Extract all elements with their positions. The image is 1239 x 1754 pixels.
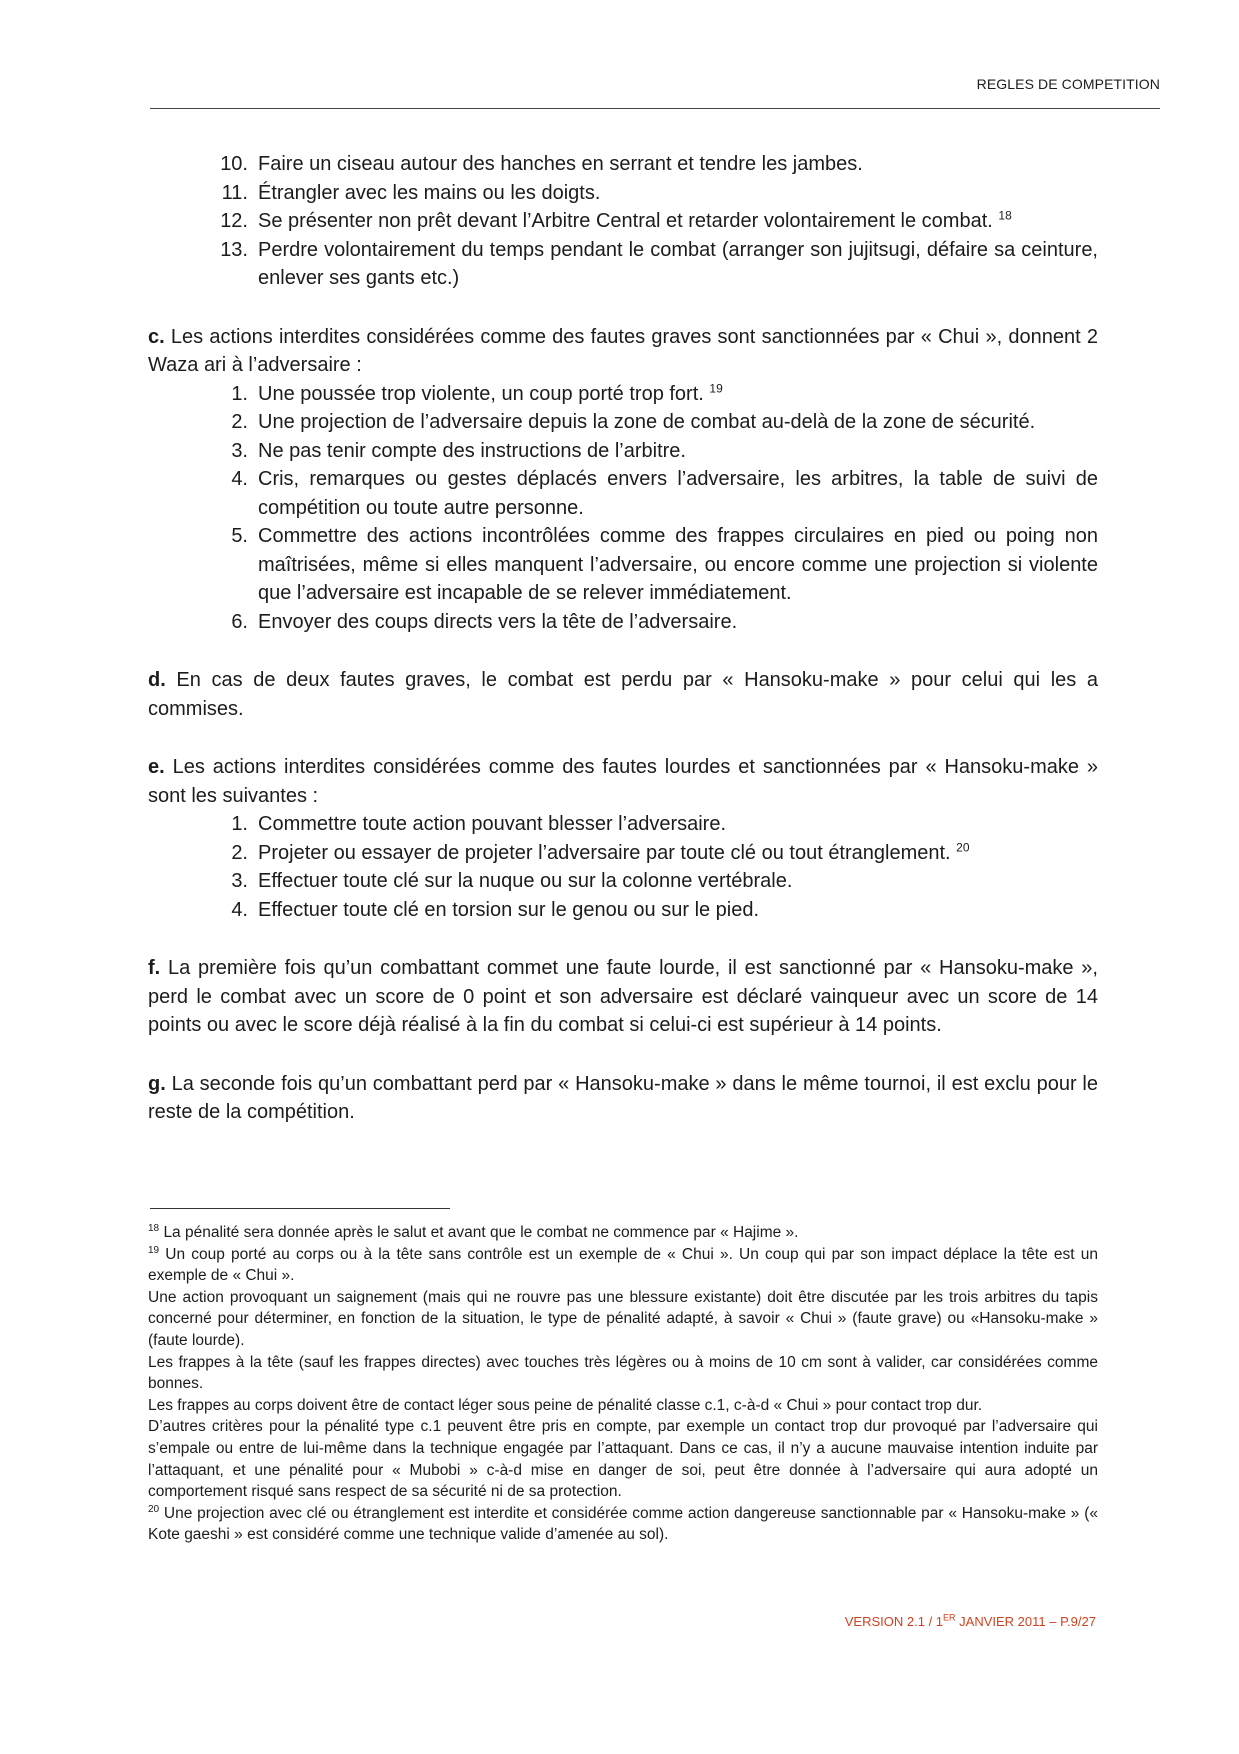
list-text-body: Étrangler avec les mains ou les doigts.: [258, 181, 601, 204]
list-number: 1.: [231, 382, 248, 405]
list-text-body: Envoyer des coups directs vers la tête de l’adversaire.: [258, 610, 738, 633]
footnote-text: Un coup porté au corps ou à la tête sans contrôle est un exemple de « Chui ». Un coup qui par son impact déplace la tête est un exemple de « Chui ».: [148, 1245, 1098, 1285]
footnote: [148, 1416, 1098, 1502]
list-item: [148, 465, 1098, 522]
list-text-body: Commettre toute action pouvant blesser l’adversaire.: [258, 813, 727, 835]
list-text: [258, 867, 1098, 896]
list-number: 2.: [231, 841, 248, 864]
list-text: [258, 839, 1098, 868]
list-text: [258, 408, 1098, 437]
list-text: [258, 608, 1098, 637]
list-text: [258, 810, 1098, 839]
footnote: [148, 1503, 1098, 1546]
footnote-text: Une projection avec clé ou étranglement est interdite et considérée comme action dangereuse sanctionnable par « Hansoku-make » (« Kote gaeshi » est considéré comme une technique valide d’amenée au sol).: [148, 1504, 1098, 1544]
footnote-text: Les frappes au corps doivent être de contact léger sous peine de pénalité classe c.1, c-à-d « Chui » pour contact trop dur.: [148, 1396, 983, 1414]
section-label: f.: [148, 957, 161, 979]
list-serious-faults: [148, 380, 1098, 637]
footnote-ref: 18: [998, 208, 1012, 223]
list-text: [258, 150, 1098, 179]
page-footer: [750, 1614, 1096, 1629]
list-number: 13.: [220, 238, 248, 261]
list-item: [148, 608, 1098, 637]
list-item: [148, 236, 1098, 293]
list-number: 1.: [231, 813, 248, 835]
document-body: [148, 150, 1098, 1127]
list-number: 2.: [231, 411, 248, 433]
list-text-body: Se présenter non prêt devant l’Arbitre Central et retarder volontairement le combat.: [258, 210, 993, 232]
list-item: [148, 839, 1098, 868]
list-text-body: Commettre des actions incontrôlées comme des frappes circulaires en pied ou poing non maîtrisées, même si elles manquent l’adversaire, ou encore comme une projection si violente que l’adversaire est incapable de se relever immédiatement.: [258, 525, 1098, 604]
list-item: [148, 380, 1098, 409]
list-item: [148, 437, 1098, 466]
list-number: 4.: [231, 898, 248, 921]
list-text-body: Projeter ou essayer de projeter l’adversaire par toute clé ou tout étranglement.: [258, 841, 951, 864]
section-text: Les actions interdites considérées comme des fautes graves sont sanctionnées par « Chui », donnent 2 Waza ari à l’adversaire :: [148, 325, 1098, 376]
footnote-text: Les frappes à la tête (sauf les frappes directes) avec touches très légères ou à moins de 10 cm sont à valider, car considérées comme bonnes.: [148, 1353, 1098, 1393]
list-item: [148, 810, 1098, 839]
list-text-body: Cris, remarques ou gestes déplacés envers l’adversaire, les arbitres, la table de suivi de compétition ou toute autre personne.: [258, 468, 1098, 519]
footnotes: [148, 1222, 1098, 1546]
list-text: [258, 465, 1098, 522]
section-text: Les actions interdites considérées comme des fautes lourdes et sanctionnées par « Hansoku-make » sont les suivantes :: [148, 756, 1098, 807]
list-number: 3.: [231, 439, 248, 462]
list-item: [148, 867, 1098, 896]
list-item: [148, 179, 1098, 208]
section-c: [148, 323, 1098, 380]
list-number: 4.: [231, 468, 248, 490]
footnote-text: D’autres critères pour la pénalité type c.1 peuvent être pris en compte, par exemple un contact trop dur provoqué par l’adversaire qui s’empale ou entre de lui-même dans la technique engagée par l’attaquant. Dans ce cas, il n’y a aucune mauvaise intention induite par l’attaquant, et une pénalité pour « Mubobi » c-à-d mise en danger de soi, peut être donnée à l’adversaire qui aura adopté un comportement risqué sans respect de sa sécurité ni de sa protection.: [148, 1418, 1098, 1501]
list-continued: [148, 150, 1098, 293]
list-text-body: Une poussée trop violente, un coup porté trop fort.: [258, 382, 704, 405]
footnote: [148, 1395, 1098, 1417]
list-item: [148, 522, 1098, 608]
section-text: La première fois qu’un combattant commet une faute lourde, il est sanctionné par « Hansoku-make », perd le combat avec un score de 0 point et son adversaire est déclaré vainqueur avec un score de 14 points ou avec le score déjà réalisé à la fin du combat si celui-ci est supérieur à 14 points.: [148, 957, 1098, 1036]
section-label: d.: [148, 669, 166, 691]
list-number: 11.: [221, 181, 248, 204]
footnote-number: 19: [148, 1244, 160, 1256]
footer-version: VERSION 2.1 / 1: [844, 1614, 944, 1629]
section-label: c.: [148, 325, 165, 348]
list-text-body: Ne pas tenir compte des instructions de l’arbitre.: [258, 439, 686, 462]
section-f: [148, 954, 1098, 1040]
footnote-rule: [150, 1208, 450, 1209]
footer-page: JANVIER 2011 – P.9/27: [955, 1614, 1096, 1629]
list-number: 6.: [231, 610, 248, 633]
section-label: e.: [148, 756, 165, 778]
footnote: [148, 1244, 1098, 1287]
list-text: [258, 896, 1098, 925]
section-label: g.: [148, 1072, 166, 1095]
list-text: [258, 179, 1098, 208]
header-rule: [150, 108, 1160, 109]
running-header: REGLES DE COMPETITION: [976, 76, 1160, 92]
list-text: [258, 236, 1098, 293]
list-text-body: Faire un ciseau autour des hanches en serrant et tendre les jambes.: [258, 153, 863, 175]
footnote: [148, 1352, 1098, 1395]
list-item: [148, 896, 1098, 925]
section-text: La seconde fois qu’un combattant perd par « Hansoku-make » dans le même tournoi, il est exclu pour le reste de la compétition.: [148, 1072, 1098, 1123]
section-e: [148, 753, 1098, 810]
footnote: [148, 1287, 1098, 1352]
footnote-ref: 19: [709, 380, 723, 395]
list-text-body: Perdre volontairement du temps pendant le combat (arranger son jujitsugi, défaire sa ceinture, enlever ses gants etc.): [258, 238, 1098, 289]
list-text-body: Effectuer toute clé sur la nuque ou sur la colonne vertébrale.: [258, 870, 793, 892]
list-item: [148, 207, 1098, 236]
list-number: 10.: [220, 153, 248, 175]
list-number: 3.: [231, 870, 248, 892]
section-text: En cas de deux fautes graves, le combat est perdu par « Hansoku-make » pour celui qui les a commises.: [148, 669, 1098, 720]
list-number: 5.: [231, 525, 248, 547]
list-text-body: Une projection de l’adversaire depuis la zone de combat au-delà de la zone de sécurité.: [258, 411, 1036, 433]
list-text-body: Effectuer toute clé en torsion sur le genou ou sur le pied.: [258, 898, 760, 921]
section-d: [148, 666, 1098, 723]
list-item: [148, 408, 1098, 437]
footer-sup: ER: [943, 1612, 956, 1623]
list-heavy-faults: [148, 810, 1098, 924]
footnote-number: 18: [148, 1222, 160, 1234]
footnote: [148, 1222, 1098, 1244]
list-text: [258, 522, 1098, 608]
list-text: [258, 207, 1098, 236]
list-text: [258, 437, 1098, 466]
list-item: [148, 150, 1098, 179]
section-g: [148, 1070, 1098, 1127]
footnote-text: Une action provoquant un saignement (mais qui ne rouvre pas une blessure existante) doit être discutée par les trois arbitres du tapis concerné pour déterminer, en fonction de la situation, le type de pénalité adapté, à savoir « Chui » (faute grave) ou «Hansoku-make » (faute lourde).: [148, 1288, 1098, 1349]
footnote-number: 20: [148, 1503, 160, 1515]
list-text: [258, 380, 1098, 409]
list-number: 12.: [220, 210, 248, 232]
footnote-ref: 20: [956, 839, 970, 854]
footnote-text: La pénalité sera donnée après le salut et avant que le combat ne commence par « Hajime ».: [163, 1224, 799, 1241]
